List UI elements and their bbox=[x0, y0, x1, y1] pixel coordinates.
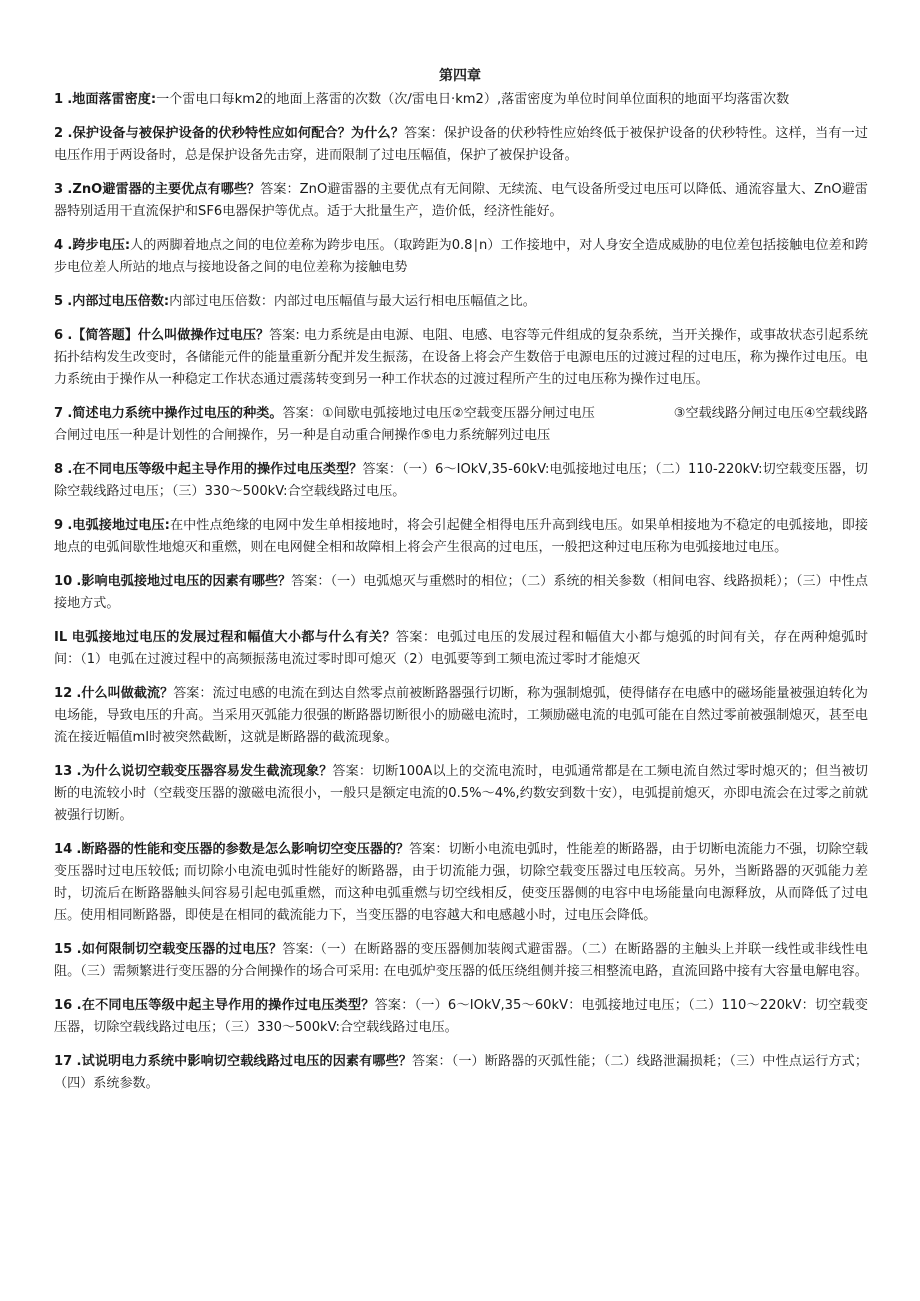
item-number: 8 bbox=[54, 462, 64, 477]
item-number: IL bbox=[54, 630, 68, 645]
item-number: 7 bbox=[54, 406, 64, 421]
qa-item bbox=[54, 459, 868, 503]
question-text: .什么叫做截流？ bbox=[76, 686, 174, 701]
answer-text: 答案：保护设备的伏秒特性应始终低于被保护设备的伏秒特性。这样，当有一过电压作用于两设备时，总是保护设备先击穿，进而限制了过电压幅值，保护了被保护设备。 bbox=[54, 126, 868, 163]
qa-item bbox=[54, 839, 868, 927]
qa-item bbox=[54, 235, 868, 279]
answer-text: 答案：（一）6～IOkV,35～60kV：电弧接地过电压；（二）110～220kV：切空载变压器，切除空载线路过电压；（三）330～500kV:合空载线路过电压。 bbox=[54, 998, 868, 1035]
question-text: .保护设备与被保护设备的伏秒特性应如何配合？为什么？ bbox=[67, 126, 405, 141]
item-number: 9 bbox=[54, 518, 64, 533]
answer-text: 答案：切断小电流电弧时，性能差的断路器，由于切断电流能力不强，切除空载变压器时过电压较低; 而切除小电流电弧时性能好的断路器，由于切流能力强，切除空载变压器过电压较高。另外，当断路器的灭弧能力差时，切流后在断路器触头间容易引起电弧重燃，而这种电弧重燃与切空线相反，使变压器侧的电容中电场能量向电源释放，从而降低了过电压。使用相同断路器，即使是在相同的截流能力下，当变压器的电容越大和电感越小时，过电压会降低。 bbox=[54, 842, 869, 923]
qa-item bbox=[54, 123, 868, 167]
chapter-title: 第四章 bbox=[439, 68, 481, 84]
question-text: .跨步电压: bbox=[67, 238, 131, 253]
qa-item bbox=[54, 571, 868, 615]
qa-item bbox=[54, 627, 868, 671]
qa-item bbox=[54, 403, 868, 447]
qa-item bbox=[54, 1051, 868, 1095]
question-text: 电弧接地过电压的发展过程和幅值大小都与什么有关？ bbox=[71, 630, 396, 645]
answer-text: 答案:（一）在断路器的变压器侧加装阀式避雷器。（二）在断路器的主触头上并联一线性或非线性电阻。（三）需频繁进行变压器的分合闸操作的场合可采用: 在电弧炉变压器的低压绕组侧并接三相整流电路，直流回路中接有大容量电解电容。 bbox=[54, 942, 868, 979]
answer-text: 答案：电弧过电压的发展过程和幅值大小都与熄弧的时间有关，存在两种熄弧时间：（1）电弧在过渡过程中的高频振荡电流过零时即可熄灭（2）电弧要等到工频电流过零时才能熄灭 bbox=[54, 630, 868, 667]
item-number: 13 bbox=[54, 764, 73, 779]
qa-item bbox=[54, 89, 868, 111]
answer-text: 内部过电压倍数：内部过电压幅值与最大运行相电压幅值之比。 bbox=[169, 294, 536, 309]
item-number: 5 bbox=[54, 294, 64, 309]
item-number: 2 bbox=[54, 126, 64, 141]
item-number: 6 bbox=[54, 328, 64, 343]
answer-text: 一个雷电口每km2的地面上落雷的次数（次/雷电日·km2）,落雷密度为单位时间单位面积的地面平均落雷次数 bbox=[156, 92, 790, 107]
question-text: .试说明电力系统中影响切空载线路过电压的因素有哪些？ bbox=[76, 1054, 413, 1069]
answer-text: 答案：（一）电弧熄灭与重燃时的相位；（二）系统的相关参数（相间电容、线路损耗）；（三）中性点接地方式。 bbox=[54, 574, 868, 611]
question-text: .在不同电压等级中起主导作用的操作过电压类型？ bbox=[76, 998, 375, 1013]
question-text: .影响电弧接地过电压的因素有哪些？ bbox=[76, 574, 292, 589]
qa-item bbox=[54, 325, 868, 391]
answer-text: 答案：（一）6～IOkV,35-60kV:电弧接地过电压；（二）110-220kV:切空载变压器，切除空载线路过电压；（三）330～500kV:合空载线路过电压。 bbox=[54, 462, 869, 499]
question-list bbox=[54, 89, 868, 1107]
qa-item bbox=[54, 179, 868, 223]
question-text: .内部过电压倍数: bbox=[67, 294, 170, 309]
qa-item bbox=[54, 291, 868, 313]
item-number: 14 bbox=[54, 842, 73, 857]
question-text: .地面落雷密度: bbox=[67, 92, 157, 107]
question-text: .电弧接地过电压: bbox=[67, 518, 170, 533]
answer-text: 答案: 电力系统是由电源、电阻、电感、电容等元件组成的复杂系统，当开关操作，或事故状态引起系统拓扑结构发生改变时，各储能元件的能量重新分配并发生振荡，在设备上将会产生数倍于电源电压的过渡过程的过电压，称为操作过电压。电力系统由于操作从一种稳定工作状态通过震荡转变到另一种工作状态的过渡过程所产生的过电压称为操作过电压。 bbox=[54, 328, 868, 387]
question-text: .【简答题】什么叫做操作过电压？ bbox=[67, 328, 270, 343]
qa-item bbox=[54, 939, 868, 983]
item-number: 10 bbox=[54, 574, 73, 589]
answer-text: 答案：ZnO避雷器的主要优点有无间隙、无续流、电气设备所受过电压可以降低、通流容量大、ZnO避雷器特别适用干直流保护和SF6电器保护等优点。适于大批量生产，造价低，经济性能好。 bbox=[54, 182, 868, 219]
answer-text: 答案：流过电感的电流在到达自然零点前被断路器强行切断，称为强制熄弧，使得储存在电感中的磁场能量被强迫转化为电场能，导致电压的升高。当采用灭弧能力很强的断路器切断很小的励磁电流时，工频励磁电流的电弧可能在自然过零前被强制熄灭，甚至电流在接近幅值ml时被突然截断，这就是断路器的截流现象。 bbox=[54, 686, 868, 745]
question-text: .在不同电压等级中起主导作用的操作过电压类型？ bbox=[67, 462, 363, 477]
qa-item bbox=[54, 761, 868, 827]
item-number: 12 bbox=[54, 686, 73, 701]
qa-item bbox=[54, 515, 868, 559]
item-number: 15 bbox=[54, 942, 73, 957]
item-number: 3 bbox=[54, 182, 64, 197]
question-text: .ZnO避雷器的主要优点有哪些？ bbox=[67, 182, 261, 197]
item-number: 1 bbox=[54, 92, 64, 107]
question-text: .断路器的性能和变压器的参数是怎么影响切空变压器的？ bbox=[76, 842, 410, 857]
item-number: 4 bbox=[54, 238, 64, 253]
question-text: .为什么说切空载变压器容易发生截流现象？ bbox=[76, 764, 333, 779]
item-number: 17 bbox=[54, 1054, 73, 1069]
question-text: .简述电力系统中操作过电压的种类。 bbox=[67, 406, 283, 421]
item-number: 16 bbox=[54, 998, 73, 1013]
answer-text: 答案：（一）断路器的灭弧性能；（二）线路泄漏损耗；（三）中性点运行方式；（四）系统参数。 bbox=[54, 1054, 868, 1091]
answer-text: 答案：①间歇电弧接地过电压②空载变压器分闸过电压 ③空载线路分闸过电压④空载线路合闸过电压一种是计划性的合闸操作，另一种是自动重合闸操作⑤电力系统解列过电压 bbox=[54, 406, 868, 443]
answer-text: 在中性点绝缘的电网中发生单相接地时，将会引起健全相得电压升高到线电压。如果单相接地为不稳定的电弧接地，即接地点的电弧间歇性地熄灭和重燃，则在电网健全相和故障相上将会产生很高的过电压，一般把这种过电压称为电弧接地过电压。 bbox=[54, 518, 868, 555]
answer-text: 答案：切断100A以上的交流电流时，电弧通常都是在工频电流自然过零时熄灭的；但当被切断的电流较小时（空载变压器的激磁电流很小，一般只是额定电流的0.5%～4%,约数安到数十安），电弧提前熄灭，亦即电流会在过零之前就被强行切断。 bbox=[54, 764, 868, 823]
qa-item bbox=[54, 995, 868, 1039]
answer-text: 人的两脚着地点之间的电位差称为跨步电压。（取跨距为0.8∣n）工作接地中，对人身安全造成威胁的电位差包括接触电位差和跨步电位差人所站的地点与接地设备之间的电位差称为接触电势 bbox=[54, 238, 868, 275]
qa-item bbox=[54, 683, 868, 749]
question-text: .如何限制切空载变压器的过电压？ bbox=[76, 942, 283, 957]
